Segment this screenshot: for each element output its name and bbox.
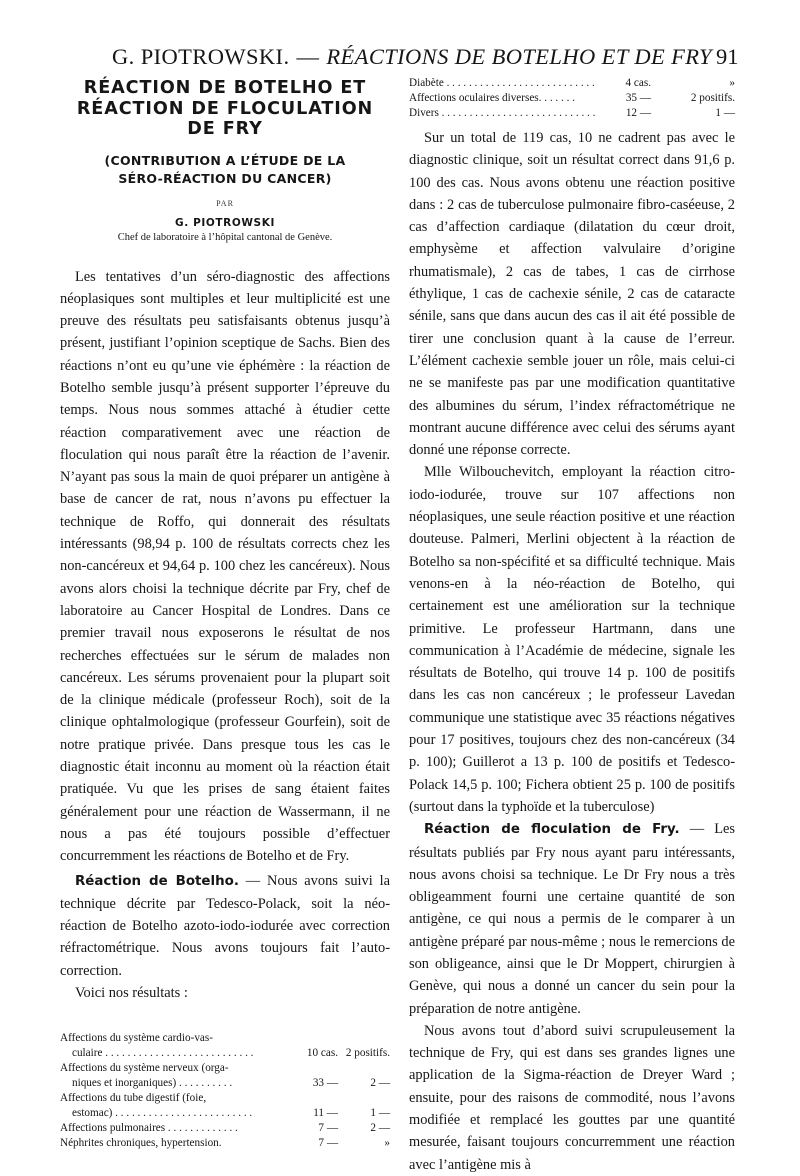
row-positives: 2 — [370, 1122, 390, 1135]
row-positives: » [384, 1137, 390, 1150]
row-label: Diabète . . . . . . . . . . . . . . . . . . . . . . . . . . . [409, 77, 595, 89]
row-label: Affections oculaires diverses. . . . . . . [409, 92, 576, 104]
page-number: 91 [716, 44, 739, 69]
article-title-line: RÉACTION DE FLOCULATION [76, 98, 374, 119]
row-cases: 7 — [318, 1137, 338, 1150]
byline-par: PAR [216, 198, 234, 208]
article-author: G. PIOTROWSKI [175, 216, 275, 229]
fry-heading: Réaction de floculation de Fry. [424, 822, 680, 838]
row-label: Affections du tube digestif (foie, [60, 1092, 207, 1105]
row-cases: 33 — [312, 1077, 338, 1090]
row-positives: 1 — [370, 1107, 390, 1120]
intro-paragraph: Les tentatives d’un séro-diagnostic des affections néoplasiques sont multiples et leur multiplicité est une preuve des résultats peu satisfaisants obtenus jusqu’à présent, justifiant l’opinion sceptique de Sachs. Bien des réactions n’ont eu qu’une vie éphémère : la réaction de Botelho semble jusqu’à présent supporter l’épreuve du temps. Nous nous sommes attaché à étudier cette réaction comparativement avec une réaction de floculation qui nous paraît être la réaction de l’avenir. N’ayant pas sous la main de quoi préparer un antigène à base de cancer de rat, nous n’avons pu effectuer la technique de Roffo, qui donnerait des résultats intéressants (98,94 p. 100 de résultats corrects chez les non-cancéreux et 94,64 p. 100 chez les cancéreux). Nous avons alors choisi la technique décrite par Fry, chef de laboratoire au Cancer Hospital de Londres. Dans ce premier travail nous exposerons le résultat de nos recherches effectuées sur le sérum de malades non cancéreux. Les sérums provenaient pour la plupart soit de la clinique médicale (professeur Roch), soit de la clinique ophtalmologique (professeur Gourfein), soit de notre pratique privée. Dans presque tous les cas le diagnostic était inconnu au moment où la réaction était pratiquée. Vu que les prises de sang étaient faites généralement pour une réaction de Wassermann, il ne nous a pas été toujours possible d’effectuer concurremment les réactions de Botelho et de Fry. [60, 268, 390, 865]
right-column [409, 76, 735, 1176]
row-label: Divers . . . . . . . . . . . . . . . . . . . . . . . . . . . . [409, 107, 596, 119]
row-cases: 12 — [625, 107, 651, 119]
botelho-heading: Réaction de Botelho. [75, 873, 239, 889]
row-positives: 2 — [370, 1077, 390, 1090]
article-subtitle [60, 152, 390, 188]
row-cases: 10 cas. [306, 1047, 338, 1060]
fry-text: — Les résultats publiés par Fry nous ayant paru intéressants, nous avons choisi sa technique. Le Dr Fry nous a très obligeamment fourni une certaine quantité de son antigène, ce qui nous a permis de le comparer à un antigène préparé par nous-même ; nous le remercions de son obligeance, ainsi que le Dr Moppert, chirurgien à Genève, qui nous a donné un cancer du sein pour la préparation de notre antigène. [409, 821, 735, 1017]
row-label: Néphrites chroniques, hypertension. [60, 1137, 222, 1150]
left-body [60, 266, 390, 1005]
fry-paragraph [409, 818, 735, 1020]
row-cases: 11 — [313, 1107, 338, 1120]
right-body [409, 127, 735, 1176]
technique-paragraph: Nous avons tout d’abord suivi scrupuleusement la technique de Fry, qui est dans ses grandes lignes une application de la Sigma-réaction de Dreyer Ward ; ensuite, pour des raisons de commodité, nous l’avons modifiée et remplacé les gouttes par une quantité mesurée, faisant toujours concurremment une réaction avec l’antigène mis à [409, 1022, 735, 1173]
table-row [60, 1031, 390, 1061]
running-head-title: RÉACTIONS DE BOTELHO ET DE FRY [326, 44, 712, 69]
running-head [112, 44, 752, 70]
row-positives: 2 positifs. [690, 92, 735, 104]
botelho-text: — Nous avons suivi la technique décrite par Tedesco-Polack, soit la néo-réaction de Botelho azoto-iodo-iodurée avec correction réfractométrique. Nous avons toujours fait l’auto-correction. [60, 872, 390, 979]
article-title-line: DE FRY [187, 119, 263, 139]
row-positives: 1 — [715, 107, 735, 119]
table-row [60, 1136, 390, 1151]
table-row [409, 76, 735, 91]
row-positives: 2 positifs. [345, 1047, 390, 1060]
article-subtitle-line: SÉRO-RÉACTION DU CANCER) [118, 170, 332, 186]
row-label: Affections pulmonaires . . . . . . . . . . . . . [60, 1122, 238, 1135]
author-affiliation: Chef de laboratoire à l’hôpital cantonal de Genève. [117, 231, 333, 243]
results-table-continued [409, 76, 735, 121]
row-label-cont: estomac) . . . . . . . . . . . . . . . . . . . . . . . . . [72, 1107, 253, 1120]
table-row [60, 1061, 390, 1091]
row-positives: » [729, 77, 735, 89]
summary-paragraph: Sur un total de 119 cas, 10 ne cadrent pas avec le diagnostic clinique, soit un résultat correct dans 91,6 p. 100 des cas. Nous avons obtenu une réaction positive dans : 2 cas de tuberculose pulmonaire fibro-caséeuse, 2 cas d’affection cardiaque (dilatation du cœur droit, emphysème et affection valvulaire d’origine rhumatismale), 2 cas de tabes, 1 cas de cirrhose éthylique, 1 cas de cachexie sénile, 2 cas de cataracte sénile, sans que dans aucun des cas il ait été possible de tirer une conclusion quant à la cause de l’erreur. L’élément cachexie semble jouer un rôle, mais celui-ci ne se manifeste pas par une modification quantitative des albumines du sérum, l’index réfractométrique ne montrant aucune différence avec celui des sérums ayant donné une réponse correcte. [409, 130, 735, 459]
row-label: Affections du système nerveux (orga- [60, 1062, 229, 1075]
running-head-separator: — [296, 44, 320, 69]
article-title-line: RÉACTION DE BOTELHO ET [83, 78, 367, 98]
row-cases: 4 cas. [625, 77, 651, 89]
results-table [60, 1031, 390, 1151]
wilbouchevitch-paragraph: Mlle Wilbouchevitch, employant la réaction citro-iodo-iodurée, trouve sur 107 affections non néoplasiques, une seule réaction positive et une réaction douteuse. Palmeri, Merlini objectent à la réaction de Botelho sa non-spécifité et sa difficulté technique. Mais venons-en à la néo-réaction de Botelho, qui certainement est une amélioration sur la technique primitive. Le professeur Hartmann, dans une communication à l’Académie de médecine, signale les résultats de Botelho, qui trouve 14 p. 100 de positifs dans les cas non cancéreux ; le professeur Lavedan communique une statistique avec 35 réactions négatives pour 17 positives, toujours chez des non-cancéreux (34 p. 100); Guillerot a 13 p. 100 de positifs et Tedesco-Polack 14,5 p. 100; Fichera obtient 25 p. 100 de positifs (surtout dans la typhoïde et la tuberculose) [409, 464, 735, 815]
running-head-author: G. PIOTROWSKI. [112, 44, 290, 69]
row-label-cont: niques et inorganiques) . . . . . . . . . . [72, 1077, 233, 1090]
table-row [409, 91, 735, 106]
row-cases: 7 — [318, 1122, 338, 1135]
results-intro: Voici nos résultats : [75, 985, 188, 1001]
left-column [60, 76, 390, 1151]
table-row [60, 1091, 390, 1121]
article-subtitle-line: (CONTRIBUTION A L’ÉTUDE DE LA [104, 152, 346, 168]
row-label-cont: culaire . . . . . . . . . . . . . . . . . . . . . . . . . . . [72, 1047, 254, 1060]
article-title [60, 78, 390, 140]
botelho-paragraph [60, 870, 390, 982]
table-row [409, 106, 735, 121]
row-label: Affections du système cardio-vas- [60, 1032, 213, 1045]
row-cases: 35 — [625, 92, 651, 104]
table-row [60, 1121, 390, 1136]
